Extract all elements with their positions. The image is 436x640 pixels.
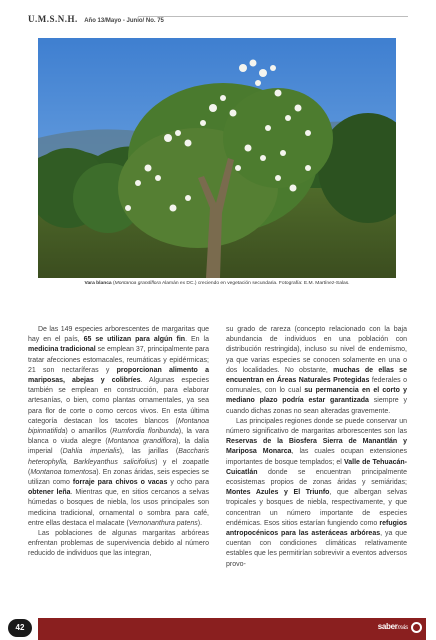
text-run: ), la vara blanca o viuda alegre ( (28, 428, 209, 446)
paragraph (28, 325, 209, 529)
text-run: . Algunas especies también se emplean en construcción, para elaborar artesanías, o bien, como plantas ornamentales, ya sea para flor de corte o como cercos vivos. En esta última categoría destacan los tacotes blancos ( (28, 377, 209, 425)
page-number: 42 (8, 619, 32, 637)
brand-name: saber (377, 622, 398, 631)
bold-text: muchas de ellas se encuentran en Áreas Naturales Protegidas (226, 366, 407, 385)
photo-tree-flowering-icon (38, 38, 396, 278)
page-footer (0, 618, 436, 640)
tree-photo (38, 38, 396, 278)
bold-text: obtener leña (28, 489, 71, 497)
text-run: . Mientras que, en sitios cercanos a selvas húmedas o bosques de niebla, los usos principales son medicina tradicional, ornamental o sombra para café, entre ellas destaca el malacate ( (28, 489, 209, 527)
paragraph (226, 417, 407, 570)
brand-logo (378, 622, 408, 631)
caption-rest: Alamán ex DC.) creciendo en vegetación secundaria. Fotografía: E.M. Martínez-Salas. (160, 281, 350, 286)
paragraph (226, 325, 407, 417)
text-run: ). En zonas áridas, seis especies se utilizan como (28, 468, 210, 487)
left-column (28, 325, 209, 560)
italic-text: Baccharis heterophylla, Barkleyanthus salicifolius (28, 448, 209, 466)
italic-text: Montanoa bipinnatifida (28, 417, 209, 436)
text-run: , las cuales ocupan extensiones importantes de bosque templados; el (226, 448, 407, 466)
italic-text: Vernonanthura patens (128, 519, 198, 527)
brand-suffix: más (397, 625, 408, 631)
text-run: donde se encuentran principalmente ecosistemas propios de zonas áridas y semiáridas; (226, 468, 407, 487)
issue-info: Año 13/Mayo - Junio/ No. 75 (84, 18, 164, 24)
bold-text: su permanencia en el corto y mediano plazo podría estar garantizada (226, 387, 407, 405)
text-run: ), las jarillas ( (119, 448, 179, 456)
text-run: especies arborescentes de margaritas que hay en el país, (28, 326, 209, 344)
bold-text: 65 se utilizan para algún fin (83, 336, 186, 344)
header-rule (138, 16, 408, 17)
text-run: ) y el zoapatle ( (28, 458, 209, 476)
italic-text: Rumfordia floribunda (112, 428, 179, 436)
bold-text: medicina tradicional (28, 346, 96, 354)
bold-text: refugios antropocénicos para las asteráceas arbóreas (226, 519, 407, 538)
text-run: su grado de rareza (concepto relacionado con la baja abundancia de individuos en una población con distribución restringida), incluso su nivel de endemismo, ya que varias especies se conocen solamente en una o dos localidades. No obstante, (226, 326, 407, 374)
italic-text: Montanoa grandiflora (107, 438, 177, 446)
bold-text: forraje para chivos o vacas (72, 479, 168, 487)
publication-name: U.M.S.N.H. (28, 14, 78, 24)
text-run: se emplean 37, principalmente para tratar afecciones estomacales, reumáticas y epidérmicas; 21 son nectaríferas y (28, 346, 210, 374)
text-run: siempre y cuando dichas zonas no sean alteradas gravemente. (226, 397, 407, 415)
photo-caption (38, 281, 396, 287)
text-run: y ocho para (167, 479, 209, 487)
caption-paren: ( (111, 281, 115, 286)
bold-text: Reservas de la Biosfera Sierra de Manantlán y Mariposa Monarca (226, 438, 407, 456)
running-header (28, 9, 408, 25)
italic-text: Montanoa tomentosa (30, 468, 97, 476)
bold-text: Montes Azules y El Triunfo (226, 489, 330, 497)
caption-scientific-name: Montanoa grandiflora (114, 281, 161, 286)
text-run: Las poblaciones de algunas margaritas arbóreas enfrentan problemas de supervivencia debido al número reducido de individuos que las integran, (28, 530, 209, 558)
text-run: ), la dalia imperial ( (28, 438, 210, 456)
paragraph (28, 529, 209, 560)
right-column (226, 325, 407, 570)
text-run: ) o amarillos ( (65, 428, 113, 436)
text-run: . En la (185, 336, 209, 344)
bold-text: Valle de Tehuacán-Cuicatlán (226, 458, 407, 476)
text-run: ). (197, 519, 203, 527)
text-run: De las (38, 326, 61, 333)
italic-text: Dahlia imperialis (62, 448, 120, 456)
text-run: federales o comunales, con lo cual (226, 377, 407, 395)
text-run: 149 (60, 326, 73, 333)
bold-text: proporcionan alimento a mariposas, abejas y colibríes (28, 366, 209, 385)
text-run: , ya que cuentan con condiciones climáticas relativamente estables que les permitirían sobrevivir a eventos adversos provo- (226, 530, 407, 568)
footer-bar (38, 618, 426, 640)
brand-ring-icon (411, 622, 422, 633)
text-run: Las principales regiones donde se puede conservar un número significativo de margaritas arborescentes son las (226, 417, 407, 436)
text-run: , que albergan selvas tropicales y bosques de niebla, respectivamente, y que concentran un número importante de especies endémicas. Esos sitios estarían fungiendo como (226, 489, 408, 527)
caption-common-name: Vara blanca (84, 281, 112, 286)
